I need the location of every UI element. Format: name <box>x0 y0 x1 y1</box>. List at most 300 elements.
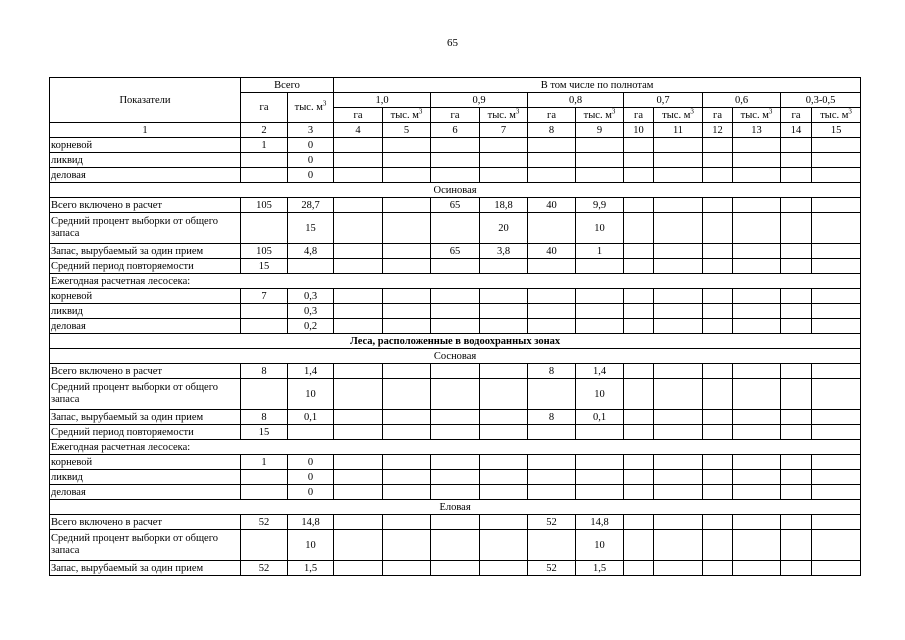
table-cell <box>654 213 703 244</box>
table-cell <box>241 530 288 561</box>
section-row <box>50 349 861 364</box>
table-cell <box>334 138 383 153</box>
table-cell <box>624 304 654 319</box>
table-row <box>50 138 861 153</box>
table-cell: 1 <box>241 138 288 153</box>
table-cell <box>781 168 812 183</box>
table-cell <box>480 410 528 425</box>
table-cell <box>480 515 528 530</box>
table-cell <box>383 153 431 168</box>
table-cell: 1 <box>241 455 288 470</box>
table-cell <box>781 470 812 485</box>
table-cell <box>383 410 431 425</box>
table-cell <box>624 244 654 259</box>
table-cell <box>812 410 861 425</box>
table-cell <box>703 319 733 334</box>
unit-sup: 3 <box>611 107 616 115</box>
table-cell <box>334 244 383 259</box>
table-cell <box>334 289 383 304</box>
table-cell <box>334 425 383 440</box>
header-incl: В том числе по полнотам <box>334 78 861 93</box>
table-cell <box>383 455 431 470</box>
section-title: Ежегодная расчетная лесосека: <box>50 440 861 455</box>
table-cell <box>431 364 480 379</box>
table-cell <box>733 485 781 500</box>
table-cell <box>781 515 812 530</box>
unit-label: тыс. м <box>487 109 516 121</box>
table-cell <box>480 485 528 500</box>
table-cell <box>241 379 288 410</box>
table-row <box>50 153 861 168</box>
table-cell <box>334 153 383 168</box>
row-label: Средний процент выборки от общего запаса <box>50 213 241 244</box>
table-cell <box>703 410 733 425</box>
table-cell <box>480 168 528 183</box>
table-cell <box>528 319 576 334</box>
column-number: 11 <box>654 123 703 138</box>
table-cell: 8 <box>528 364 576 379</box>
table-row <box>50 530 861 561</box>
table-cell <box>733 425 781 440</box>
table-cell: 0 <box>288 485 334 500</box>
table-cell <box>654 530 703 561</box>
table-cell <box>528 289 576 304</box>
table-cell <box>733 379 781 410</box>
table-cell <box>703 259 733 274</box>
table-cell <box>624 153 654 168</box>
table-row <box>50 470 861 485</box>
density-header: 0,7 <box>624 93 703 108</box>
density-header: 0,9 <box>431 93 528 108</box>
row-label: ликвид <box>50 470 241 485</box>
row-label: корневой <box>50 289 241 304</box>
table-cell <box>812 485 861 500</box>
table-cell <box>733 153 781 168</box>
column-number: 1 <box>50 123 241 138</box>
row-label: Запас, вырубаемый за один прием <box>50 410 241 425</box>
table-cell <box>733 138 781 153</box>
table-cell: 14,8 <box>288 515 334 530</box>
header-total-thous <box>288 93 334 123</box>
table-cell: 105 <box>241 198 288 213</box>
row-label: Средний период повторяемости <box>50 425 241 440</box>
table-cell <box>528 213 576 244</box>
page-number: 65 <box>447 37 458 49</box>
table-cell: 0 <box>288 153 334 168</box>
row-label: корневой <box>50 455 241 470</box>
table-cell: 10 <box>576 530 624 561</box>
row-label: ликвид <box>50 304 241 319</box>
table-cell <box>528 153 576 168</box>
row-label: деловая <box>50 485 241 500</box>
table-cell <box>334 259 383 274</box>
table-cell <box>654 198 703 213</box>
table-cell <box>733 455 781 470</box>
table-cell <box>431 455 480 470</box>
table-cell <box>781 364 812 379</box>
row-label: Запас, вырубаемый за один прием <box>50 244 241 259</box>
table-cell <box>334 410 383 425</box>
table-cell: 20 <box>480 213 528 244</box>
table-row <box>50 289 861 304</box>
table-cell <box>624 470 654 485</box>
table-cell <box>334 168 383 183</box>
table-cell <box>383 379 431 410</box>
unit-ha: га <box>624 108 654 123</box>
table-cell <box>812 198 861 213</box>
table-cell <box>383 259 431 274</box>
table-cell <box>480 455 528 470</box>
table-cell <box>431 530 480 561</box>
table-cell <box>812 244 861 259</box>
column-number-row <box>50 123 861 138</box>
table-cell <box>528 470 576 485</box>
table-cell: 8 <box>241 410 288 425</box>
table-cell <box>781 153 812 168</box>
table-cell <box>703 561 733 576</box>
table-cell <box>576 425 624 440</box>
table-cell: 10 <box>576 379 624 410</box>
table-cell <box>383 213 431 244</box>
table-cell <box>624 138 654 153</box>
unit-ha: га <box>781 108 812 123</box>
table-cell <box>480 138 528 153</box>
section-title: Леса, расположенные в водоохранных зонах <box>50 334 861 349</box>
table-cell <box>431 289 480 304</box>
table-cell <box>480 561 528 576</box>
unit-thous <box>576 108 624 123</box>
table-cell <box>431 515 480 530</box>
table-row <box>50 455 861 470</box>
table-cell <box>431 213 480 244</box>
table-cell <box>733 410 781 425</box>
unit-sup: 3 <box>322 99 327 108</box>
table-cell <box>812 470 861 485</box>
table-cell <box>733 561 781 576</box>
table-cell <box>383 319 431 334</box>
table-cell <box>624 515 654 530</box>
table-cell <box>480 153 528 168</box>
table-cell <box>241 304 288 319</box>
table-cell <box>528 455 576 470</box>
section-title: Сосновая <box>50 349 861 364</box>
table-cell <box>781 485 812 500</box>
unit-thous <box>654 108 703 123</box>
table-cell <box>431 379 480 410</box>
row-label: Всего включено в расчет <box>50 515 241 530</box>
unit-label: тыс. м <box>294 102 323 113</box>
section-title: Еловая <box>50 500 861 515</box>
table-row <box>50 168 861 183</box>
table-cell <box>624 485 654 500</box>
table-cell <box>383 289 431 304</box>
table-cell <box>624 289 654 304</box>
table-row <box>50 364 861 379</box>
table-cell <box>733 470 781 485</box>
table-cell <box>383 425 431 440</box>
table-cell <box>703 364 733 379</box>
table-row <box>50 410 861 425</box>
table-row <box>50 213 861 244</box>
table-cell <box>624 425 654 440</box>
table-row <box>50 425 861 440</box>
table-cell <box>480 289 528 304</box>
table-cell <box>654 244 703 259</box>
table-cell <box>528 259 576 274</box>
table-cell <box>781 259 812 274</box>
table-cell: 52 <box>528 561 576 576</box>
table-cell <box>383 198 431 213</box>
table-cell <box>480 304 528 319</box>
table-cell: 1 <box>576 244 624 259</box>
unit-label: тыс. м <box>740 109 769 121</box>
table-cell <box>528 530 576 561</box>
table-cell <box>703 515 733 530</box>
table-cell <box>733 244 781 259</box>
table-cell <box>480 364 528 379</box>
table-cell <box>781 379 812 410</box>
table-cell <box>576 319 624 334</box>
table-cell: 65 <box>431 198 480 213</box>
table-cell <box>576 138 624 153</box>
table-cell <box>733 198 781 213</box>
section-row <box>50 500 861 515</box>
table-cell <box>703 289 733 304</box>
table-cell <box>654 379 703 410</box>
table-cell <box>654 153 703 168</box>
section-row <box>50 334 861 349</box>
row-label: Средний процент выборки от общего запаса <box>50 530 241 561</box>
table-cell <box>334 530 383 561</box>
table-row <box>50 485 861 500</box>
column-number: 5 <box>383 123 431 138</box>
unit-ha: га <box>703 108 733 123</box>
table-cell <box>334 379 383 410</box>
table-cell <box>334 198 383 213</box>
table-cell <box>288 425 334 440</box>
table-cell: 8 <box>528 410 576 425</box>
table-cell <box>383 304 431 319</box>
unit-ha: га <box>431 108 480 123</box>
table-cell: 9,9 <box>576 198 624 213</box>
table-cell: 1,5 <box>288 561 334 576</box>
table-cell <box>576 259 624 274</box>
table-cell <box>383 470 431 485</box>
table-cell <box>383 168 431 183</box>
table-row <box>50 259 861 274</box>
table-cell <box>624 455 654 470</box>
row-label: деловая <box>50 168 241 183</box>
table-cell <box>241 168 288 183</box>
table-cell <box>576 289 624 304</box>
table-cell <box>812 319 861 334</box>
table-cell <box>733 213 781 244</box>
table-cell <box>576 153 624 168</box>
unit-label: тыс. м <box>662 109 691 121</box>
table-cell <box>334 470 383 485</box>
table-cell <box>431 138 480 153</box>
table-cell <box>576 485 624 500</box>
table-cell <box>431 319 480 334</box>
table-cell: 0 <box>288 470 334 485</box>
density-header: 1,0 <box>334 93 431 108</box>
table-cell <box>703 138 733 153</box>
table-cell <box>654 304 703 319</box>
table-cell: 3,8 <box>480 244 528 259</box>
table-cell <box>383 138 431 153</box>
table-row <box>50 304 861 319</box>
table-cell <box>812 213 861 244</box>
table-cell <box>383 561 431 576</box>
table-cell <box>528 425 576 440</box>
table-cell <box>431 410 480 425</box>
section-title: Ежегодная расчетная лесосека: <box>50 274 861 289</box>
table-cell <box>654 138 703 153</box>
table-cell <box>654 289 703 304</box>
table-cell <box>654 259 703 274</box>
table-cell <box>781 561 812 576</box>
table-cell <box>334 561 383 576</box>
table-cell <box>781 425 812 440</box>
table-cell <box>624 319 654 334</box>
table-cell <box>480 470 528 485</box>
table-cell <box>480 530 528 561</box>
column-number: 12 <box>703 123 733 138</box>
section-row <box>50 440 861 455</box>
table-cell <box>733 259 781 274</box>
table-cell: 7 <box>241 289 288 304</box>
row-label: деловая <box>50 319 241 334</box>
table-cell: 0,2 <box>288 319 334 334</box>
table-cell <box>480 319 528 334</box>
table-cell <box>624 364 654 379</box>
table-cell <box>624 410 654 425</box>
header-total-ha: га <box>241 93 288 123</box>
row-label: Средний процент выборки от общего запаса <box>50 379 241 410</box>
table-cell <box>383 530 431 561</box>
table-cell: 65 <box>431 244 480 259</box>
table-cell <box>812 168 861 183</box>
table-cell: 4,8 <box>288 244 334 259</box>
section-row <box>50 274 861 289</box>
unit-thous <box>733 108 781 123</box>
unit-sup: 3 <box>848 107 852 115</box>
table-cell <box>654 319 703 334</box>
density-header: 0,8 <box>528 93 624 108</box>
table-cell: 15 <box>288 213 334 244</box>
table-cell: 40 <box>528 198 576 213</box>
table-cell <box>624 379 654 410</box>
column-number: 9 <box>576 123 624 138</box>
table-header <box>50 78 861 138</box>
table-cell <box>654 364 703 379</box>
table-cell <box>812 138 861 153</box>
table-cell: 15 <box>241 259 288 274</box>
column-number: 14 <box>781 123 812 138</box>
header-indicators: Показатели <box>50 78 241 123</box>
column-number: 15 <box>812 123 861 138</box>
section-row <box>50 183 861 198</box>
table-cell <box>703 168 733 183</box>
table-cell <box>241 213 288 244</box>
column-number: 4 <box>334 123 383 138</box>
table-row <box>50 561 861 576</box>
table-cell <box>812 455 861 470</box>
forest-table <box>49 77 861 576</box>
table-cell <box>431 259 480 274</box>
row-label: корневой <box>50 138 241 153</box>
table-cell <box>576 304 624 319</box>
table-cell <box>334 515 383 530</box>
table-cell: 0,1 <box>576 410 624 425</box>
table-cell <box>431 153 480 168</box>
table-cell <box>480 259 528 274</box>
table-cell <box>703 213 733 244</box>
table-cell: 0 <box>288 168 334 183</box>
table-cell <box>576 168 624 183</box>
table-cell <box>431 470 480 485</box>
column-number: 7 <box>480 123 528 138</box>
table-cell: 105 <box>241 244 288 259</box>
column-number: 2 <box>241 123 288 138</box>
table-cell <box>480 425 528 440</box>
table-cell: 40 <box>528 244 576 259</box>
table-cell <box>431 485 480 500</box>
table-cell <box>241 153 288 168</box>
table-cell <box>383 515 431 530</box>
column-number: 8 <box>528 123 576 138</box>
table-cell <box>781 319 812 334</box>
table-cell: 0 <box>288 455 334 470</box>
table-cell: 52 <box>241 561 288 576</box>
table-cell <box>431 168 480 183</box>
unit-label: тыс. м <box>820 109 849 121</box>
table-cell <box>624 198 654 213</box>
table-cell <box>812 259 861 274</box>
table-cell <box>812 425 861 440</box>
table-cell <box>624 530 654 561</box>
table-cell <box>576 470 624 485</box>
table-cell <box>334 485 383 500</box>
table-cell <box>241 319 288 334</box>
table-cell <box>703 153 733 168</box>
unit-sup: 3 <box>515 107 520 115</box>
table-cell <box>528 304 576 319</box>
table-cell <box>781 138 812 153</box>
table-cell <box>334 319 383 334</box>
table-cell: 15 <box>241 425 288 440</box>
table-cell <box>654 168 703 183</box>
table-cell <box>624 259 654 274</box>
table-cell <box>654 410 703 425</box>
table-cell <box>703 485 733 500</box>
unit-ha: га <box>334 108 383 123</box>
unit-thous <box>383 108 431 123</box>
table-cell <box>781 198 812 213</box>
table-cell <box>624 213 654 244</box>
density-header: 0,3-0,5 <box>781 93 861 108</box>
table-cell <box>703 530 733 561</box>
table-cell: 28,7 <box>288 198 334 213</box>
table-cell: 10 <box>288 530 334 561</box>
table-cell <box>241 485 288 500</box>
table-cell <box>812 561 861 576</box>
row-label: Всего включено в расчет <box>50 198 241 213</box>
table-cell <box>812 379 861 410</box>
table-cell <box>812 304 861 319</box>
table-cell <box>241 470 288 485</box>
table-cell <box>781 530 812 561</box>
